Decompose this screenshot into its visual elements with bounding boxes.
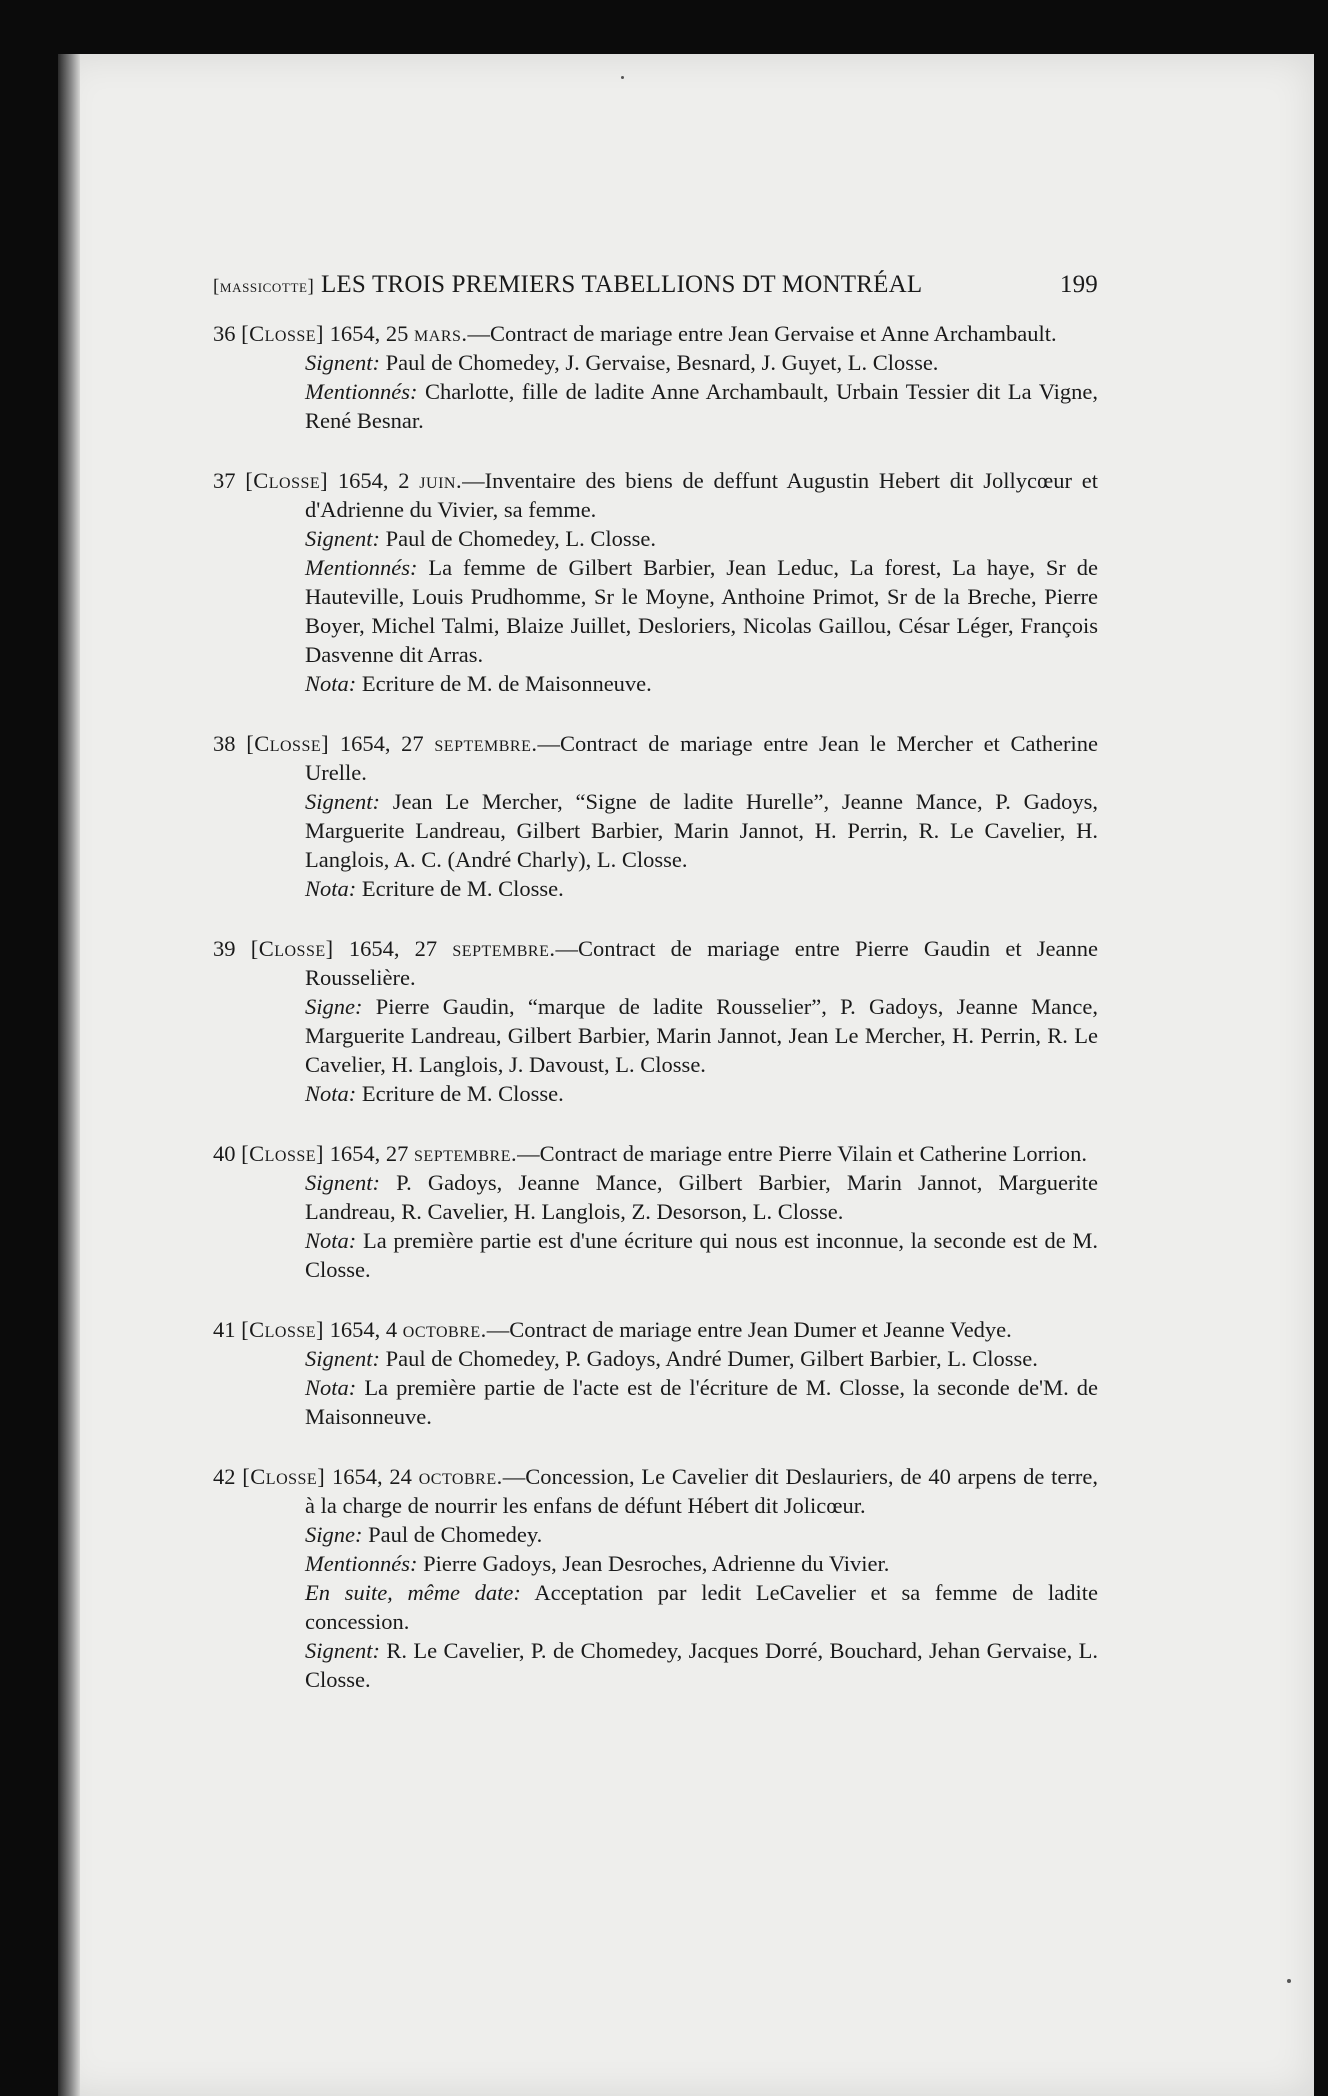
entry-notary: [Closse]	[250, 936, 334, 961]
speck	[621, 76, 624, 79]
entry-date: 1654, 27	[348, 936, 438, 961]
field-label: En suite, même date:	[305, 1580, 521, 1605]
field-label: Mentionnés:	[305, 1551, 418, 1576]
entry-field	[213, 874, 1098, 903]
field-text: Pierre Gadoys, Jean Desroches, Adrienne du Vivier.	[423, 1551, 890, 1576]
entry-number: 41	[213, 1317, 236, 1342]
entry-summary: —Contract de mariage entre Jean Dumer et Jeanne Vedye.	[486, 1317, 1012, 1342]
header-title: LES TROIS PREMIERS TABELLIONS DT MONTRÉAL	[320, 271, 923, 298]
speck	[1287, 1979, 1291, 1983]
entry-list	[213, 319, 1098, 1694]
entry-heading	[213, 934, 1098, 992]
field-text: Paul de Chomedey.	[368, 1522, 543, 1547]
entry-notary: [Closse]	[241, 321, 325, 346]
entry-summary: —Contract de mariage entre Pierre Gaudin et Jeanne Rousselière.	[305, 936, 1099, 990]
field-text: Paul de Chomedey, L. Closse.	[385, 526, 656, 551]
catalog-entry	[213, 1462, 1098, 1694]
entry-field	[213, 377, 1098, 435]
entry-summary: —Inventaire des biens de deffunt Augustin Hebert dit Jollycœur et d'Adrienne du Vivier, sa femme.	[305, 468, 1099, 522]
field-text: Jean Le Mercher, “Signe de ladite Hurelle”, Jeanne Mance, P. Gadoys, Marguerite Landreau, Gilbert Barbier, Marin Jannot, H. Perrin, R. Le Cavelier, H. Langlois, A. C. (André Charly), L. Closse.	[305, 789, 1099, 872]
field-text: La femme de Gilbert Barbier, Jean Leduc, La forest, La haye, Sr de Hauteville, Louis Prudhomme, Sr le Moyne, Anthoine Primot, Sr de la Breche, Pierre Boyer, Michel Talmi, Blaize Juillet, Desloriers, Nicolas Gaillou, César Léger, François Dasvenne dit Arras.	[305, 555, 1098, 667]
entry-field	[213, 1520, 1098, 1549]
catalog-entry	[213, 729, 1098, 903]
page-content	[213, 270, 1098, 1725]
entry-month: octobre.	[418, 1464, 503, 1489]
catalog-entry	[213, 319, 1098, 435]
entry-notary: [Closse]	[242, 1464, 326, 1489]
entry-field	[213, 787, 1098, 874]
field-text: La première partie de l'acte est de l'écriture de M. Closse, la seconde de'M. de Maisonneuve.	[305, 1375, 1099, 1429]
entry-heading	[213, 729, 1098, 787]
catalog-entry	[213, 1315, 1098, 1431]
entry-date: 1654, 27	[329, 1141, 409, 1166]
entry-field	[213, 524, 1098, 553]
field-label: Mentionnés:	[305, 379, 418, 404]
field-text: Paul de Chomedey, P. Gadoys, André Dumer, Gilbert Barbier, L. Closse.	[385, 1346, 1038, 1371]
field-label: Signent:	[305, 1638, 380, 1663]
entry-number: 39	[213, 936, 236, 961]
field-text: P. Gadoys, Jeanne Mance, Gilbert Barbier, Marin Jannot, Marguerite Landreau, R. Cavelier, H. Langlois, Z. Desorson, L. Closse.	[305, 1170, 1098, 1224]
catalog-entry	[213, 1139, 1098, 1284]
entry-date: 1654, 27	[339, 731, 424, 756]
entry-field	[213, 669, 1098, 698]
entry-month: septembre.	[414, 1141, 518, 1166]
entry-heading	[213, 319, 1098, 348]
entry-field	[213, 1636, 1098, 1694]
entry-date: 1654, 2	[337, 468, 410, 493]
entry-field	[213, 1079, 1098, 1108]
entry-field	[213, 348, 1098, 377]
field-text: R. Le Cavelier, P. de Chomedey, Jacques Dorré, Bouchard, Jehan Gervaise, L. Closse.	[305, 1638, 1098, 1692]
field-text: Charlotte, fille de ladite Anne Archambault, Urbain Tessier dit La Vigne, René Besnar.	[305, 379, 1098, 433]
entry-field	[213, 1549, 1098, 1578]
entry-field	[213, 1373, 1098, 1431]
entry-notary: [Closse]	[245, 468, 329, 493]
entry-field	[213, 1168, 1098, 1226]
entry-field	[213, 1578, 1098, 1636]
field-label: Nota:	[305, 1228, 357, 1253]
field-label: Signent:	[305, 350, 380, 375]
entry-number: 36	[213, 321, 236, 346]
page-number: 199	[1059, 271, 1098, 298]
field-text: Pierre Gaudin, “marque de ladite Rousselier”, P. Gadoys, Jeanne Mance, Marguerite Landreau, Gilbert Barbier, Marin Jannot, Jean Le Mercher, H. Perrin, R. Le Cavelier, H. Langlois, J. Davoust, L. Closse.	[305, 994, 1099, 1077]
header-title-line	[213, 270, 922, 301]
field-label: Signent:	[305, 789, 380, 814]
field-label: Nota:	[305, 1081, 357, 1106]
entry-month: octobre.	[402, 1317, 487, 1342]
entry-date: 1654, 24	[332, 1464, 412, 1489]
field-label: Nota:	[305, 1375, 357, 1400]
entry-number: 42	[213, 1464, 236, 1489]
entry-summary: —Concession, Le Cavelier dit Deslauriers, de 40 arpens de terre, à la charge de nourrir les enfans de défunt Hébert dit Jolicœur.	[305, 1464, 1099, 1518]
entry-heading	[213, 1315, 1098, 1344]
entry-field	[213, 992, 1098, 1079]
entry-month: juin.	[419, 468, 463, 493]
field-text: Ecriture de M. Closse.	[361, 1081, 564, 1106]
entry-date: 1654, 4	[329, 1317, 398, 1342]
field-label: Signent:	[305, 1170, 380, 1195]
field-label: Signe:	[305, 1522, 363, 1547]
entry-field	[213, 553, 1098, 669]
entry-summary: —Contract de mariage entre Jean Gervaise et Anne Archambault.	[467, 321, 1057, 346]
field-label: Nota:	[305, 876, 357, 901]
entry-notary: [Closse]	[241, 1141, 325, 1166]
book-spine-shadow	[58, 54, 80, 2096]
header-author: [massicotte]	[213, 276, 315, 297]
entry-number: 37	[213, 468, 236, 493]
field-label: Signe:	[305, 994, 363, 1019]
entry-heading	[213, 1139, 1098, 1168]
field-label: Mentionnés:	[305, 555, 418, 580]
entry-date: 1654, 25	[329, 321, 409, 346]
entry-month: mars.	[414, 321, 468, 346]
entry-notary: [Closse]	[241, 1317, 325, 1342]
field-text: Ecriture de M. de Maisonneuve.	[361, 671, 652, 696]
field-text: Ecriture de M. Closse.	[361, 876, 564, 901]
entry-summary: —Contract de mariage entre Jean le Mercher et Catherine Urelle.	[305, 731, 1098, 785]
running-head	[213, 270, 1098, 301]
field-text: La première partie est d'une écriture qui nous est inconnue, la seconde est de M. Closse.	[305, 1228, 1099, 1282]
entry-summary: —Contract de mariage entre Pierre Vilain et Catherine Lorrion.	[517, 1141, 1088, 1166]
entry-heading	[213, 466, 1098, 524]
field-label: Signent:	[305, 1346, 380, 1371]
field-label: Signent:	[305, 526, 380, 551]
entry-month: septembre.	[452, 936, 556, 961]
field-text: Paul de Chomedey, J. Gervaise, Besnard, J. Guyet, L. Closse.	[385, 350, 939, 375]
entry-number: 40	[213, 1141, 236, 1166]
entry-number: 38	[213, 731, 236, 756]
entry-field	[213, 1344, 1098, 1373]
field-text: Acceptation par ledit LeCavelier et sa femme de ladite concession.	[305, 1580, 1098, 1634]
entry-heading	[213, 1462, 1098, 1520]
catalog-entry	[213, 934, 1098, 1108]
catalog-entry	[213, 466, 1098, 698]
entry-notary: [Closse]	[246, 731, 330, 756]
entry-field	[213, 1226, 1098, 1284]
field-label: Nota:	[305, 671, 357, 696]
entry-month: septembre.	[434, 731, 538, 756]
